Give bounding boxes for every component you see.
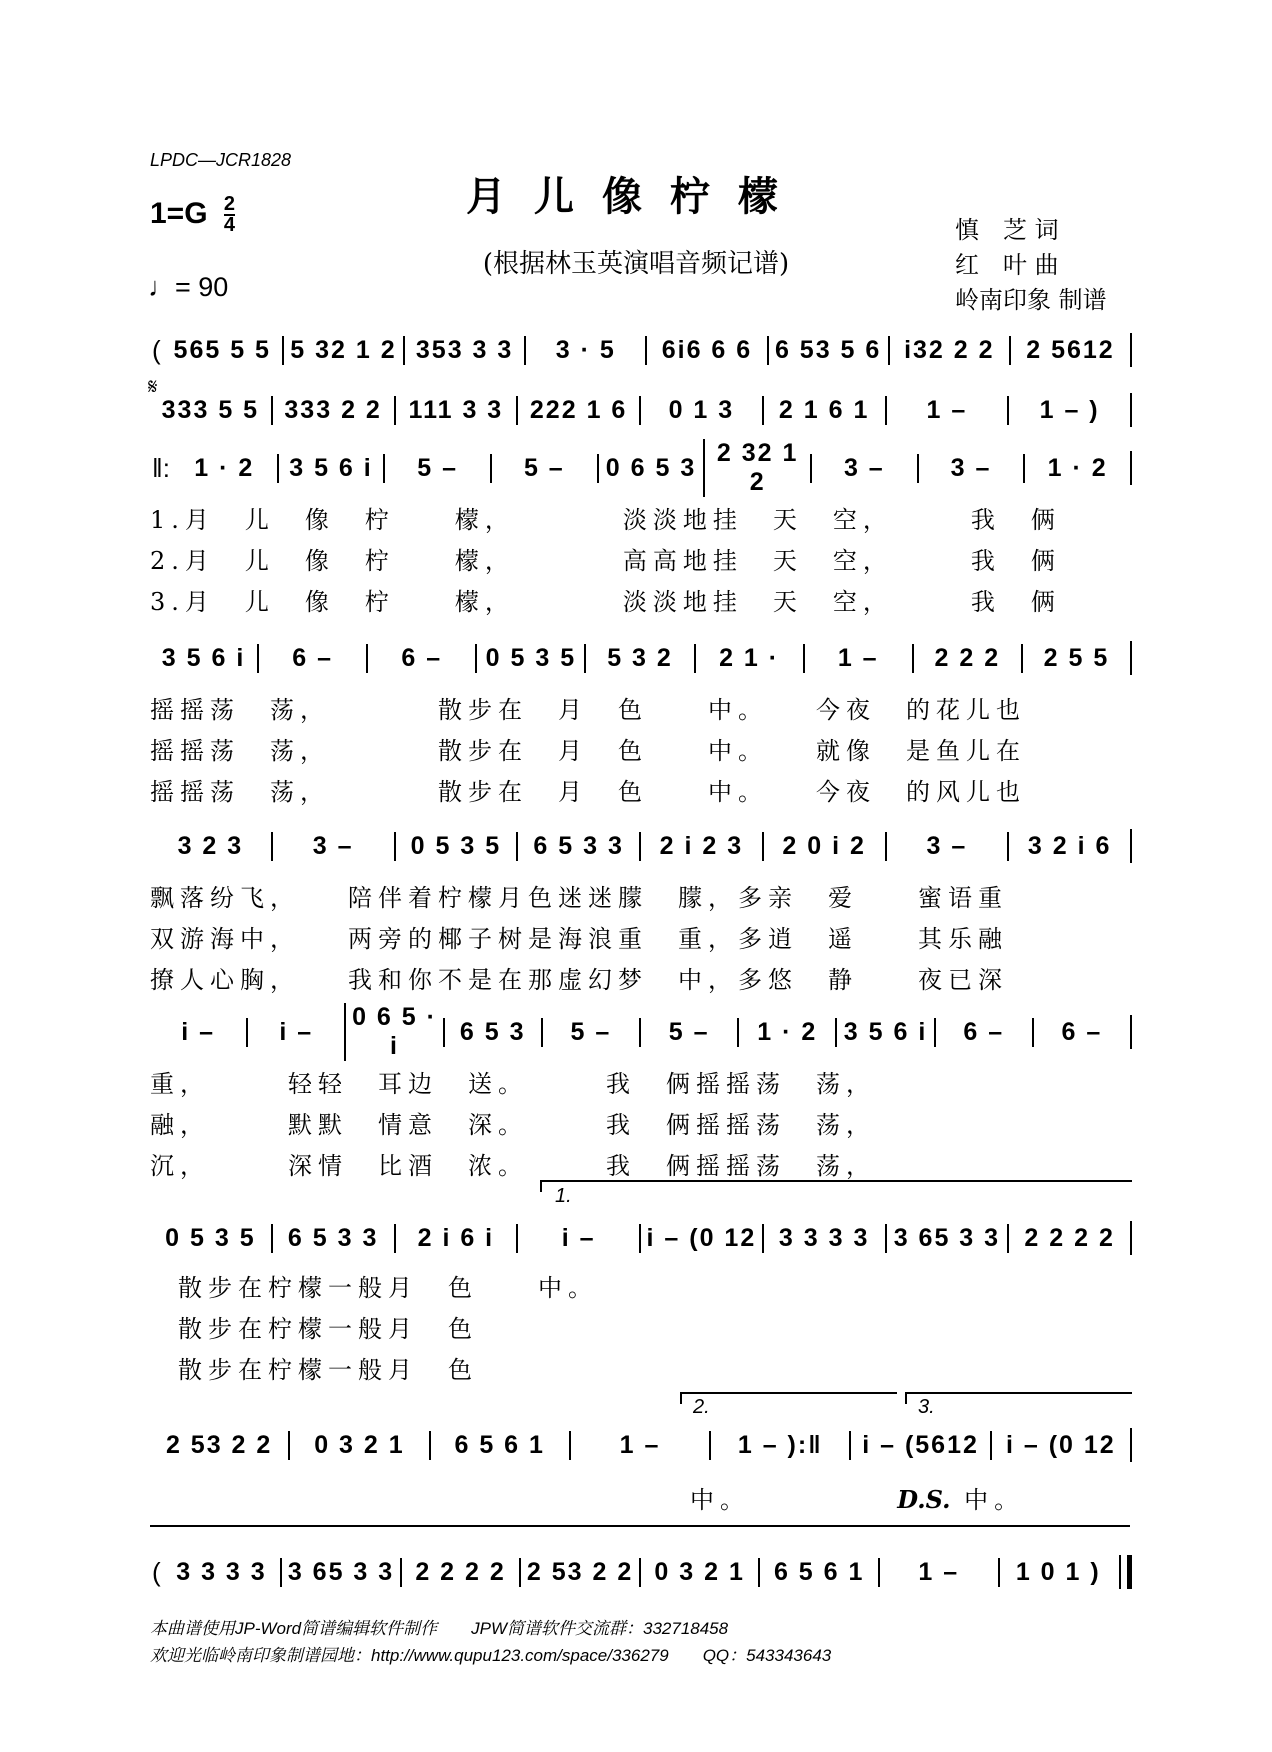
measure: 1 · 2 (737, 1018, 835, 1047)
measure: 6 5 6 1 (429, 1431, 569, 1460)
barline (1130, 333, 1132, 367)
time-bottom: 4 (223, 214, 236, 236)
measure: 6 53 5 6 (767, 336, 888, 365)
lyric-line: 散步在柠檬一般月 色 (178, 1356, 478, 1384)
volta-3-bracket (905, 1392, 1132, 1404)
notation-row-verse-1 (150, 439, 1132, 496)
measure: 1 · 2 (1023, 454, 1130, 483)
measure: 2 1 · (694, 644, 803, 673)
measure: 3 3 3 3 (762, 1224, 885, 1253)
measure: 0 6 5 3 (597, 454, 704, 483)
row-opening-mark: ‖: (152, 452, 170, 483)
volta-3-label: 3. (918, 1396, 935, 1418)
notation-row-intro-2 (150, 390, 1132, 430)
measure: 2 5612 (1009, 336, 1130, 365)
notation-row-outro (150, 1552, 1132, 1592)
measure: 2 53 2 2 (519, 1558, 639, 1587)
final-barline (1119, 1555, 1132, 1589)
volta-1-bracket (540, 1180, 1132, 1192)
notation-row-verse-2 (150, 638, 1132, 678)
notation-row-verse-4 (150, 1003, 1132, 1060)
measure: 3 5 6 i (835, 1018, 933, 1047)
section-divider (150, 1525, 1130, 1527)
measure: 1 0 1 ) (998, 1558, 1118, 1587)
key-signature (150, 195, 235, 235)
measure: 3 – (885, 832, 1008, 861)
measure: 2 53 2 2 (165, 1430, 273, 1459)
lyric-line: 双游海中， 两旁的椰子树是海浪重 重，多逍 遥 其乐融 (150, 925, 1008, 953)
lyric-line: 飘落纷飞， 陪伴着柠檬月色迷迷朦 朦，多亲 爱 蜜语重 (150, 884, 1008, 912)
measure: 0 3 2 1 (288, 1431, 428, 1460)
measure: i – (246, 1018, 344, 1047)
lyric-line: 融， 默默 情意 深。 我 俩摇摇荡 荡， (150, 1111, 876, 1139)
measure: 1 · 2 (194, 453, 255, 482)
lyric-line: 摇摇荡 荡， 散步在 月 色 中。 今夜 的风儿也 (150, 778, 1026, 806)
notation-row-verse-3 (150, 826, 1132, 866)
measure: 2 5 5 (1021, 644, 1130, 673)
measure: 1 – ):‖ (709, 1431, 849, 1460)
measure: 2 2 2 2 (1007, 1224, 1130, 1253)
measure: 222 1 6 (516, 396, 639, 425)
lyric-line: 沉， 深情 比酒 浓。 我 俩摇摇荡 荡， (150, 1152, 876, 1180)
measure: 6 – (366, 644, 475, 673)
page-title: 月儿像柠檬 (466, 173, 806, 220)
row-opening-mark: ( (152, 334, 161, 365)
measure: 3 · 5 (524, 336, 645, 365)
measure: 2 2 2 2 (400, 1558, 520, 1587)
composer-credit: 红 叶 曲 (955, 251, 1059, 279)
measure: 3 5 6 i (277, 454, 384, 483)
measure: 5 32 1 2 (282, 336, 403, 365)
measure: i – (5612 (849, 1431, 989, 1460)
measure: 5 3 2 (584, 644, 693, 673)
barline (1130, 641, 1132, 675)
measure: 6 5 3 3 (516, 832, 639, 861)
lyric-end-2: 中。 (690, 1486, 750, 1514)
lyric-line: 撩人心胸， 我和你不是在那虚幻梦 中，多悠 静 夜已深 (150, 966, 1008, 994)
notation-row-ending-1 (150, 1218, 1132, 1258)
measure: 333 2 2 (271, 396, 394, 425)
score-code: LPDC—JCR1828 (150, 150, 292, 170)
segno-icon: 𝄋 (148, 375, 158, 400)
volta-1-label: 1. (555, 1185, 572, 1207)
measure: 1 – (569, 1431, 709, 1460)
measure: i – (181, 1017, 215, 1046)
measure: 1 – ) (1007, 396, 1130, 425)
lyric-end-3: 中。 (964, 1486, 1025, 1514)
measure: 353 3 3 (403, 336, 524, 365)
measure: 6i6 6 6 (645, 336, 766, 365)
measure: i – (0 12 (639, 1224, 762, 1253)
volta-2-bracket (680, 1392, 897, 1404)
lyric-line: 重， 轻轻 耳边 送。 我 俩摇摇荡 荡， (150, 1070, 876, 1098)
measure: 6 5 3 (443, 1018, 541, 1047)
measure: 5 – (490, 454, 597, 483)
time-signature (224, 195, 235, 235)
time-top: 2 (223, 193, 236, 215)
measure: 3 3 3 3 (176, 1557, 267, 1586)
measure: 0 5 3 5 (475, 644, 584, 673)
row-opening-mark: ( (152, 1556, 161, 1587)
lyric-line: 摇摇荡 荡， 散步在 月 色 中。 就像 是鱼儿在 (150, 737, 1026, 765)
measure: 5 – (639, 1018, 737, 1047)
measure: 3 2 3 (177, 831, 244, 860)
measure: 6 – (257, 644, 366, 673)
measure: 2 i 2 3 (639, 832, 762, 861)
measure: 3 – (271, 832, 394, 861)
measure: 3 – (810, 454, 917, 483)
measure: 6 5 6 1 (758, 1558, 878, 1587)
measure: 0 5 3 5 (165, 1223, 256, 1252)
measure: 3 2 i 6 (1007, 832, 1130, 861)
measure: 3 65 3 3 (280, 1558, 400, 1587)
measure: 0 3 2 1 (639, 1558, 759, 1587)
footer-line: 欢迎光临岭南印象制谱园地：http://www.qupu123.com/space/336279 QQ：543343643 (150, 1646, 832, 1665)
measure: 6 – (1032, 1018, 1130, 1047)
measure: 333 5 5 (161, 395, 260, 424)
barline (1130, 829, 1132, 863)
measure: 111 3 3 (394, 396, 517, 425)
measure: 2 1 6 1 (762, 396, 885, 425)
lyric-line: 3.月 儿 像 柠 檬， 淡淡地挂 天 空， 我 俩 (150, 588, 1061, 616)
measure: 2 i 6 i (394, 1224, 517, 1253)
key-label: 1=G (150, 196, 208, 230)
measure: 3 5 6 i (161, 643, 246, 672)
lyric-line: 散步在柠檬一般月 色 (178, 1315, 478, 1343)
barline (1130, 1015, 1132, 1049)
measure: 5 – (383, 454, 490, 483)
subtitle: (根据林玉英演唱音频记谱) (482, 249, 790, 279)
lyric-line: 散步在柠檬一般月 色 中。 (178, 1274, 598, 1302)
barline (1130, 1428, 1132, 1462)
notation-row-ending-2 (150, 1425, 1132, 1465)
footer-line: 本曲谱使用JP-Word简谱编辑软件制作 JPW简谱软件交流群：332718458 (150, 1619, 729, 1638)
measure: 1 – (803, 644, 912, 673)
lyric-line: 2.月 儿 像 柠 檬， 高高地挂 天 空， 我 俩 (150, 547, 1061, 575)
dal-segno-mark: D.S. (897, 1485, 951, 1514)
volta-2-label: 2. (693, 1396, 710, 1418)
notation-row-intro-1 (150, 330, 1132, 370)
lyricist-credit: 慎 芝 词 (955, 216, 1059, 244)
measure: 3 65 3 3 (885, 1224, 1008, 1253)
measure: 1 – (885, 396, 1008, 425)
measure: 0 1 3 (639, 396, 762, 425)
measure: 2 0 i 2 (762, 832, 885, 861)
measure: 2 2 2 (912, 644, 1021, 673)
measure: 1 – (878, 1558, 998, 1587)
arranger-credit: 岭南印象 制谱 (955, 286, 1107, 314)
measure: 3 – (917, 454, 1024, 483)
lyric-line: 摇摇荡 荡， 散步在 月 色 中。 今夜 的花儿也 (150, 696, 1026, 724)
lyric-line: 1.月 儿 像 柠 檬， 淡淡地挂 天 空， 我 俩 (150, 506, 1061, 534)
measure: 565 5 5 (173, 335, 271, 364)
measure: 5 – (541, 1018, 639, 1047)
measure: 6 5 3 3 (271, 1224, 394, 1253)
measure: 0 5 3 5 (394, 832, 517, 861)
tempo-mark: ♩= 90 (148, 272, 229, 302)
lyric-line (690, 1480, 1024, 1515)
measure: 0 6 5 · i (344, 1003, 442, 1061)
measure: i – (0 12 (990, 1431, 1130, 1460)
measure: 6 – (934, 1018, 1032, 1047)
barline (1130, 451, 1132, 485)
measure: 2 32 1 2 (703, 439, 810, 497)
barline (1130, 1221, 1132, 1255)
barline (1130, 393, 1132, 427)
measure: i32 2 2 (888, 336, 1009, 365)
measure: i – (516, 1224, 639, 1253)
